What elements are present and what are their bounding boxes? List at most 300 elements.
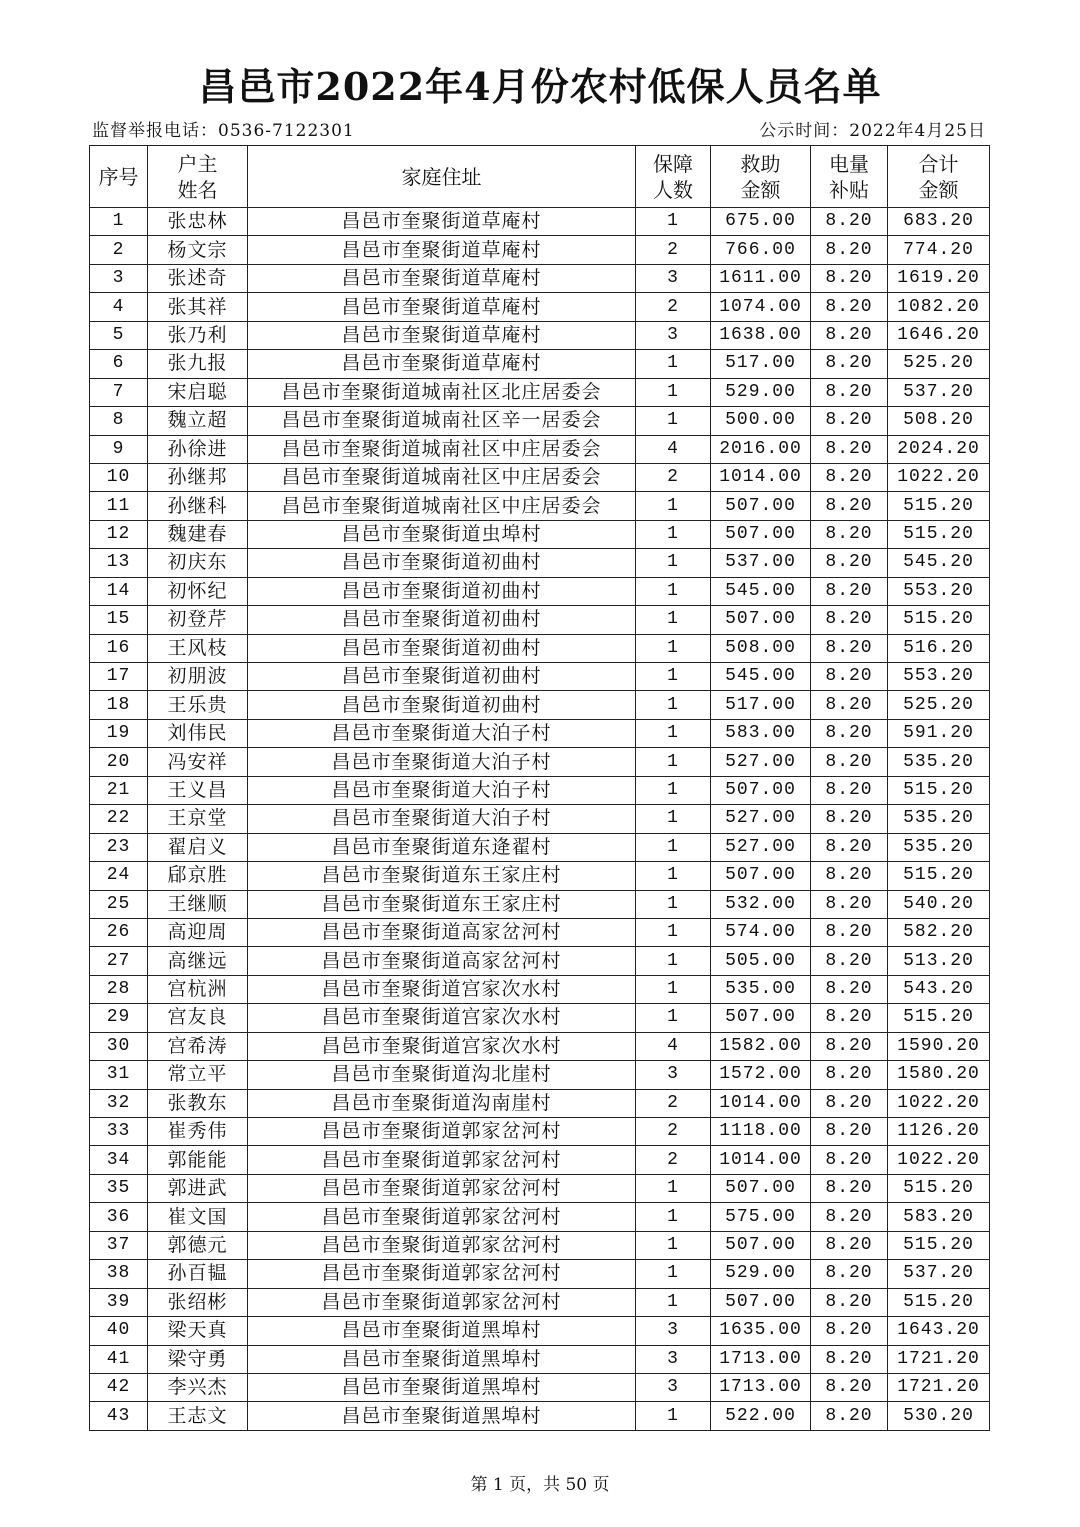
cell-seq: 12 (90, 520, 148, 548)
table-header-row (90, 146, 990, 208)
cell-total-amount: 1721.20 (888, 1345, 990, 1373)
cell-total-amount: 513.20 (888, 947, 990, 975)
cell-seq: 39 (90, 1288, 148, 1316)
cell-address: 昌邑市奎聚街道草庵村 (248, 321, 636, 349)
cell-total-amount: 545.20 (888, 549, 990, 577)
cell-aid-amount: 532.00 (711, 890, 811, 918)
table-row (90, 1373, 990, 1401)
cell-power-subsidy: 8.20 (811, 492, 888, 520)
cell-name: 张忠林 (148, 208, 248, 236)
cell-power-subsidy: 8.20 (811, 1345, 888, 1373)
table-row (90, 463, 990, 491)
cell-aid-amount: 1713.00 (711, 1373, 811, 1401)
cell-power-subsidy: 8.20 (811, 549, 888, 577)
cell-name: 刘伟民 (148, 719, 248, 747)
cell-aid-amount: 529.00 (711, 1260, 811, 1288)
cell-name: 魏建春 (148, 520, 248, 548)
cell-address: 昌邑市奎聚街道黑埠村 (248, 1402, 636, 1430)
cell-seq: 24 (90, 862, 148, 890)
cell-address: 昌邑市奎聚街道宫家次水村 (248, 975, 636, 1003)
cell-total-amount: 525.20 (888, 350, 990, 378)
cell-total-amount: 1619.20 (888, 264, 990, 292)
cell-aid-amount: 1118.00 (711, 1118, 811, 1146)
cell-address: 昌邑市奎聚街道郭家岔河村 (248, 1288, 636, 1316)
cell-total-amount: 535.20 (888, 833, 990, 861)
cell-total-amount: 774.20 (888, 236, 990, 264)
cell-aid-amount: 1638.00 (711, 321, 811, 349)
cell-address: 昌邑市奎聚街道城南社区辛一居委会 (248, 407, 636, 435)
cell-name: 张绍彬 (148, 1288, 248, 1316)
cell-name: 王继顺 (148, 890, 248, 918)
cell-seq: 13 (90, 549, 148, 577)
table-row (90, 1402, 990, 1430)
cell-power-subsidy: 8.20 (811, 748, 888, 776)
cell-power-subsidy: 8.20 (811, 577, 888, 605)
table-row (90, 1231, 990, 1259)
cell-aid-amount: 1611.00 (711, 264, 811, 292)
cell-persons: 4 (636, 435, 711, 463)
cell-power-subsidy: 8.20 (811, 634, 888, 662)
cell-persons: 1 (636, 890, 711, 918)
cell-persons: 1 (636, 663, 711, 691)
cell-persons: 1 (636, 606, 711, 634)
cell-power-subsidy: 8.20 (811, 463, 888, 491)
cell-name: 张教东 (148, 1089, 248, 1117)
cell-name: 崔秀伟 (148, 1118, 248, 1146)
cell-seq: 8 (90, 407, 148, 435)
cell-aid-amount: 507.00 (711, 1004, 811, 1032)
table-row (90, 691, 990, 719)
cell-name: 初庆东 (148, 549, 248, 577)
cell-power-subsidy: 8.20 (811, 1118, 888, 1146)
table-row (90, 890, 990, 918)
table-row (90, 293, 990, 321)
cell-total-amount: 516.20 (888, 634, 990, 662)
page-title: 昌邑市2022年4月份农村低保人员名单 (198, 64, 882, 109)
cell-power-subsidy: 8.20 (811, 606, 888, 634)
cell-address: 昌邑市奎聚街道沟北崖村 (248, 1061, 636, 1089)
cell-address: 昌邑市奎聚街道初曲村 (248, 634, 636, 662)
table-row (90, 1146, 990, 1174)
cell-name: 冯安祥 (148, 748, 248, 776)
cell-power-subsidy: 8.20 (811, 1004, 888, 1032)
cell-seq: 42 (90, 1373, 148, 1401)
cell-total-amount: 2024.20 (888, 435, 990, 463)
cell-seq: 30 (90, 1032, 148, 1060)
cell-power-subsidy: 8.20 (811, 805, 888, 833)
cell-aid-amount: 527.00 (711, 833, 811, 861)
cell-address: 昌邑市奎聚街道城南社区中庄居委会 (248, 492, 636, 520)
cell-seq: 11 (90, 492, 148, 520)
table-row (90, 1032, 990, 1060)
cell-persons: 1 (636, 1288, 711, 1316)
table-row (90, 236, 990, 264)
table-row (90, 1004, 990, 1032)
table-row (90, 776, 990, 804)
cell-address: 昌邑市奎聚街道初曲村 (248, 577, 636, 605)
cell-seq: 6 (90, 350, 148, 378)
cell-name: 张乃利 (148, 321, 248, 349)
cell-power-subsidy: 8.20 (811, 435, 888, 463)
cell-name: 初登芹 (148, 606, 248, 634)
cell-name: 初怀纪 (148, 577, 248, 605)
cell-total-amount: 515.20 (888, 1174, 990, 1202)
cell-power-subsidy: 8.20 (811, 691, 888, 719)
cell-power-subsidy: 8.20 (811, 321, 888, 349)
cell-total-amount: 553.20 (888, 663, 990, 691)
cell-persons: 1 (636, 862, 711, 890)
cell-seq: 35 (90, 1174, 148, 1202)
cell-persons: 1 (636, 1203, 711, 1231)
cell-persons: 4 (636, 1032, 711, 1060)
cell-power-subsidy: 8.20 (811, 1260, 888, 1288)
cell-power-subsidy: 8.20 (811, 236, 888, 264)
header-address: 家庭住址 (248, 146, 636, 208)
cell-address: 昌邑市奎聚街道东逄翟村 (248, 833, 636, 861)
cell-power-subsidy: 8.20 (811, 975, 888, 1003)
cell-seq: 34 (90, 1146, 148, 1174)
cell-power-subsidy: 8.20 (811, 293, 888, 321)
table-row (90, 1061, 990, 1089)
cell-name: 孙继科 (148, 492, 248, 520)
cell-seq: 20 (90, 748, 148, 776)
cell-total-amount: 591.20 (888, 719, 990, 747)
header-persons: 保障 人数 (636, 146, 711, 208)
cell-persons: 1 (636, 634, 711, 662)
cell-seq: 9 (90, 435, 148, 463)
cell-name: 宫希涛 (148, 1032, 248, 1060)
cell-address: 昌邑市奎聚街道草庵村 (248, 264, 636, 292)
cell-seq: 26 (90, 918, 148, 946)
cell-power-subsidy: 8.20 (811, 947, 888, 975)
cell-aid-amount: 507.00 (711, 606, 811, 634)
cell-aid-amount: 675.00 (711, 208, 811, 236)
cell-power-subsidy: 8.20 (811, 1174, 888, 1202)
cell-total-amount: 515.20 (888, 1004, 990, 1032)
cell-address: 昌邑市奎聚街道黑埠村 (248, 1373, 636, 1401)
cell-total-amount: 530.20 (888, 1402, 990, 1430)
cell-seq: 4 (90, 293, 148, 321)
cell-total-amount: 515.20 (888, 606, 990, 634)
cell-seq: 43 (90, 1402, 148, 1430)
publish-date: 公示时间：2022年4月25日 (759, 121, 986, 141)
table-row (90, 520, 990, 548)
cell-persons: 1 (636, 1231, 711, 1259)
table-row (90, 321, 990, 349)
cell-persons: 2 (636, 1089, 711, 1117)
cell-seq: 40 (90, 1317, 148, 1345)
cell-address: 昌邑市奎聚街道初曲村 (248, 663, 636, 691)
cell-address: 昌邑市奎聚街道草庵村 (248, 208, 636, 236)
cell-address: 昌邑市奎聚街道草庵村 (248, 236, 636, 264)
cell-aid-amount: 507.00 (711, 1288, 811, 1316)
cell-total-amount: 553.20 (888, 577, 990, 605)
cell-address: 昌邑市奎聚街道草庵村 (248, 293, 636, 321)
cell-power-subsidy: 8.20 (811, 1146, 888, 1174)
cell-name: 孙百韫 (148, 1260, 248, 1288)
cell-power-subsidy: 8.20 (811, 1288, 888, 1316)
cell-total-amount: 1022.20 (888, 463, 990, 491)
cell-power-subsidy: 8.20 (811, 663, 888, 691)
cell-name: 崔文国 (148, 1203, 248, 1231)
cell-address: 昌邑市奎聚街道大泊子村 (248, 805, 636, 833)
cell-aid-amount: 507.00 (711, 492, 811, 520)
cell-persons: 1 (636, 208, 711, 236)
cell-aid-amount: 545.00 (711, 663, 811, 691)
cell-total-amount: 1126.20 (888, 1118, 990, 1146)
cell-persons: 1 (636, 407, 711, 435)
cell-name: 郭能能 (148, 1146, 248, 1174)
cell-seq: 41 (90, 1345, 148, 1373)
cell-aid-amount: 500.00 (711, 407, 811, 435)
cell-power-subsidy: 8.20 (811, 1373, 888, 1401)
cell-address: 昌邑市奎聚街道黑埠村 (248, 1345, 636, 1373)
cell-persons: 1 (636, 1004, 711, 1032)
table-row (90, 577, 990, 605)
cell-persons: 2 (636, 236, 711, 264)
table-row (90, 492, 990, 520)
cell-aid-amount: 574.00 (711, 918, 811, 946)
cell-address: 昌邑市奎聚街道郭家岔河村 (248, 1231, 636, 1259)
cell-power-subsidy: 8.20 (811, 890, 888, 918)
cell-persons: 2 (636, 293, 711, 321)
cell-persons: 3 (636, 1373, 711, 1401)
cell-persons: 1 (636, 549, 711, 577)
cell-persons: 1 (636, 918, 711, 946)
cell-aid-amount: 522.00 (711, 1402, 811, 1430)
table-row (90, 719, 990, 747)
cell-seq: 36 (90, 1203, 148, 1231)
cell-name: 梁守勇 (148, 1345, 248, 1373)
cell-persons: 1 (636, 975, 711, 1003)
cell-power-subsidy: 8.20 (811, 1203, 888, 1231)
cell-name: 翟启义 (148, 833, 248, 861)
cell-address: 昌邑市奎聚街道初曲村 (248, 549, 636, 577)
cell-aid-amount: 1014.00 (711, 1146, 811, 1174)
cell-aid-amount: 545.00 (711, 577, 811, 605)
cell-name: 张述奇 (148, 264, 248, 292)
cell-seq: 17 (90, 663, 148, 691)
cell-persons: 3 (636, 1317, 711, 1345)
hotline-text: 监督举报电话：0536-7122301 (92, 121, 355, 141)
cell-persons: 1 (636, 776, 711, 804)
cell-power-subsidy: 8.20 (811, 719, 888, 747)
cell-address: 昌邑市奎聚街道郭家岔河村 (248, 1260, 636, 1288)
cell-persons: 3 (636, 1345, 711, 1373)
table-row (90, 663, 990, 691)
cell-name: 宫杭洲 (148, 975, 248, 1003)
page-footer: 第 1 页，共 50 页 (470, 1475, 610, 1495)
cell-aid-amount: 766.00 (711, 236, 811, 264)
cell-power-subsidy: 8.20 (811, 208, 888, 236)
cell-seq: 31 (90, 1061, 148, 1089)
cell-total-amount: 1646.20 (888, 321, 990, 349)
table-row (90, 1089, 990, 1117)
cell-seq: 21 (90, 776, 148, 804)
cell-name: 王志文 (148, 1402, 248, 1430)
cell-aid-amount: 1014.00 (711, 463, 811, 491)
cell-address: 昌邑市奎聚街道大泊子村 (248, 748, 636, 776)
cell-total-amount: 525.20 (888, 691, 990, 719)
cell-seq: 14 (90, 577, 148, 605)
cell-persons: 1 (636, 1260, 711, 1288)
cell-total-amount: 683.20 (888, 208, 990, 236)
cell-address: 昌邑市奎聚街道虫埠村 (248, 520, 636, 548)
cell-seq: 15 (90, 606, 148, 634)
cell-total-amount: 535.20 (888, 805, 990, 833)
cell-power-subsidy: 8.20 (811, 1061, 888, 1089)
cell-seq: 27 (90, 947, 148, 975)
cell-total-amount: 1022.20 (888, 1089, 990, 1117)
cell-aid-amount: 1014.00 (711, 1089, 811, 1117)
table-row (90, 947, 990, 975)
cell-persons: 3 (636, 1061, 711, 1089)
cell-persons: 3 (636, 264, 711, 292)
cell-total-amount: 515.20 (888, 862, 990, 890)
cell-name: 王乐贵 (148, 691, 248, 719)
cell-seq: 33 (90, 1118, 148, 1146)
cell-name: 宫友良 (148, 1004, 248, 1032)
table-row (90, 918, 990, 946)
cell-total-amount: 537.20 (888, 1260, 990, 1288)
cell-address: 昌邑市奎聚街道沟南崖村 (248, 1089, 636, 1117)
cell-total-amount: 543.20 (888, 975, 990, 1003)
cell-name: 张其祥 (148, 293, 248, 321)
cell-aid-amount: 527.00 (711, 805, 811, 833)
cell-persons: 1 (636, 947, 711, 975)
table-row (90, 549, 990, 577)
header-seq: 序号 (90, 146, 148, 208)
cell-total-amount: 1643.20 (888, 1317, 990, 1345)
table-row (90, 1288, 990, 1316)
cell-persons: 1 (636, 520, 711, 548)
cell-persons: 1 (636, 350, 711, 378)
cell-seq: 32 (90, 1089, 148, 1117)
cell-persons: 1 (636, 1402, 711, 1430)
table-row (90, 435, 990, 463)
table-row (90, 1345, 990, 1373)
cell-address: 昌邑市奎聚街道大泊子村 (248, 719, 636, 747)
cell-name: 孙徐进 (148, 435, 248, 463)
header-name: 户主 姓名 (148, 146, 248, 208)
cell-aid-amount: 517.00 (711, 350, 811, 378)
cell-seq: 38 (90, 1260, 148, 1288)
cell-address: 昌邑市奎聚街道郭家岔河村 (248, 1118, 636, 1146)
table-row (90, 805, 990, 833)
cell-name: 王风枝 (148, 634, 248, 662)
cell-name: 张九报 (148, 350, 248, 378)
cell-power-subsidy: 8.20 (811, 378, 888, 406)
cell-persons: 1 (636, 691, 711, 719)
table-row (90, 862, 990, 890)
table-row (90, 975, 990, 1003)
cell-name: 王义昌 (148, 776, 248, 804)
cell-persons: 1 (636, 492, 711, 520)
cell-address: 昌邑市奎聚街道东王家庄村 (248, 890, 636, 918)
cell-address: 昌邑市奎聚街道宫家次水村 (248, 1004, 636, 1032)
cell-seq: 28 (90, 975, 148, 1003)
cell-persons: 2 (636, 463, 711, 491)
cell-aid-amount: 508.00 (711, 634, 811, 662)
cell-address: 昌邑市奎聚街道郭家岔河村 (248, 1203, 636, 1231)
header-power-subsidy: 电量 补贴 (811, 146, 888, 208)
cell-power-subsidy: 8.20 (811, 1032, 888, 1060)
cell-persons: 2 (636, 1118, 711, 1146)
cell-power-subsidy: 8.20 (811, 776, 888, 804)
cell-total-amount: 582.20 (888, 918, 990, 946)
cell-persons: 1 (636, 833, 711, 861)
cell-aid-amount: 517.00 (711, 691, 811, 719)
cell-seq: 3 (90, 264, 148, 292)
table-row (90, 634, 990, 662)
cell-total-amount: 537.20 (888, 378, 990, 406)
cell-power-subsidy: 8.20 (811, 862, 888, 890)
table-row (90, 208, 990, 236)
cell-total-amount: 508.20 (888, 407, 990, 435)
cell-name: 郈京胜 (148, 862, 248, 890)
table-row (90, 378, 990, 406)
cell-name: 孙继邦 (148, 463, 248, 491)
cell-total-amount: 583.20 (888, 1203, 990, 1231)
cell-name: 梁天真 (148, 1317, 248, 1345)
cell-aid-amount: 583.00 (711, 719, 811, 747)
cell-name: 郭德元 (148, 1231, 248, 1259)
cell-address: 昌邑市奎聚街道东王家庄村 (248, 862, 636, 890)
cell-aid-amount: 1074.00 (711, 293, 811, 321)
cell-seq: 5 (90, 321, 148, 349)
cell-power-subsidy: 8.20 (811, 407, 888, 435)
cell-address: 昌邑市奎聚街道城南社区北庄居委会 (248, 378, 636, 406)
cell-aid-amount: 575.00 (711, 1203, 811, 1231)
cell-total-amount: 1590.20 (888, 1032, 990, 1060)
cell-persons: 1 (636, 577, 711, 605)
cell-aid-amount: 505.00 (711, 947, 811, 975)
cell-total-amount: 515.20 (888, 492, 990, 520)
cell-seq: 2 (90, 236, 148, 264)
cell-aid-amount: 507.00 (711, 1231, 811, 1259)
cell-name: 常立平 (148, 1061, 248, 1089)
cell-total-amount: 1082.20 (888, 293, 990, 321)
cell-aid-amount: 507.00 (711, 1174, 811, 1202)
cell-address: 昌邑市奎聚街道初曲村 (248, 691, 636, 719)
cell-aid-amount: 1713.00 (711, 1345, 811, 1373)
cell-power-subsidy: 8.20 (811, 1317, 888, 1345)
table-row (90, 748, 990, 776)
cell-aid-amount: 507.00 (711, 520, 811, 548)
cell-total-amount: 535.20 (888, 748, 990, 776)
cell-aid-amount: 529.00 (711, 378, 811, 406)
cell-seq: 7 (90, 378, 148, 406)
cell-name: 宋启聪 (148, 378, 248, 406)
cell-seq: 18 (90, 691, 148, 719)
cell-total-amount: 540.20 (888, 890, 990, 918)
cell-persons: 1 (636, 805, 711, 833)
cell-persons: 1 (636, 1174, 711, 1202)
cell-persons: 3 (636, 321, 711, 349)
cell-seq: 10 (90, 463, 148, 491)
cell-seq: 1 (90, 208, 148, 236)
cell-name: 高继远 (148, 947, 248, 975)
cell-persons: 1 (636, 378, 711, 406)
header-aid-amount: 救助 金额 (711, 146, 811, 208)
cell-address: 昌邑市奎聚街道草庵村 (248, 350, 636, 378)
table-row (90, 350, 990, 378)
cell-power-subsidy: 8.20 (811, 350, 888, 378)
cell-aid-amount: 527.00 (711, 748, 811, 776)
cell-persons: 2 (636, 1146, 711, 1174)
cell-name: 杨文宗 (148, 236, 248, 264)
cell-aid-amount: 1635.00 (711, 1317, 811, 1345)
